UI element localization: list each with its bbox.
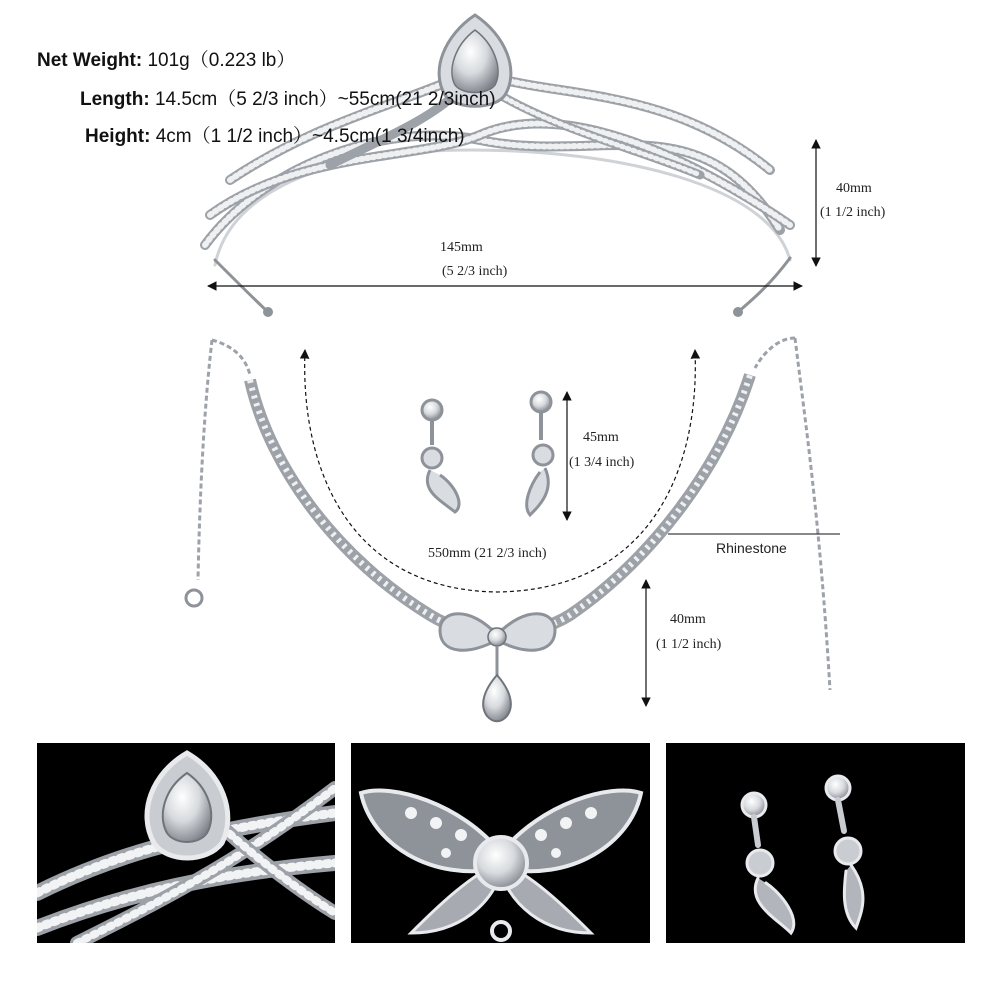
tiara-closeup-panel	[37, 743, 335, 943]
tiara-height-mm: 40mm	[836, 181, 872, 196]
height-label: Height:	[85, 126, 151, 147]
height-spec	[85, 121, 465, 148]
net-weight-value: 101g（0.223 lb）	[147, 50, 296, 71]
length-spec	[80, 84, 496, 111]
necklace-length-label: 550mm (21 2/3 inch)	[428, 546, 547, 561]
necklace-bow-closeup-panel	[351, 743, 650, 943]
necklace-drop-mm: 40mm	[670, 612, 706, 627]
net-weight-label: Net Weight:	[37, 50, 143, 71]
tiara-closeup-image	[37, 743, 335, 943]
rhinestone-label: Rhinestone	[716, 540, 787, 556]
necklace-bow-closeup-image	[351, 743, 650, 943]
earrings-closeup-image	[666, 743, 965, 943]
earrings	[422, 392, 553, 515]
earring-height-in: (1 3/4 inch)	[569, 455, 635, 470]
necklace-drop-in: (1 1/2 inch)	[656, 637, 722, 652]
tiara-height-in: (1 1/2 inch)	[820, 205, 886, 220]
length-label: Length:	[80, 89, 150, 110]
necklace	[186, 338, 830, 721]
tiara-width-in: (5 2/3 inch)	[442, 264, 508, 279]
height-value: 4cm（1 1/2 inch）~4.5cm(1 3/4inch)	[155, 126, 465, 147]
earring-height-mm: 45mm	[583, 430, 619, 445]
length-value: 14.5cm（5 2/3 inch）~55cm(21 2/3inch)	[154, 89, 496, 110]
earrings-closeup-panel	[666, 743, 965, 943]
net-weight-spec	[37, 45, 295, 72]
tiara-width-mm: 145mm	[440, 240, 483, 255]
